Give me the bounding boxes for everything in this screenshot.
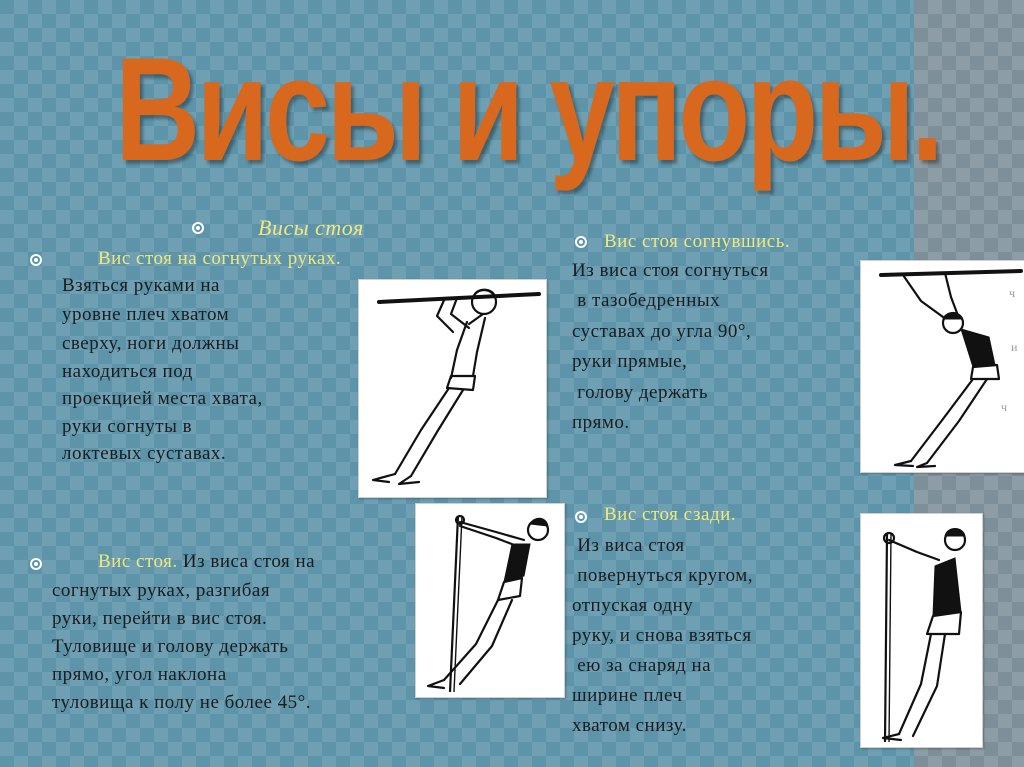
text-line: проекцией места хвата, (62, 388, 263, 409)
text-line: Из виса стоя (572, 535, 685, 556)
svg-text:ч: ч (1009, 286, 1016, 300)
text-line: прямо. (572, 412, 630, 433)
text-line: руки прямые, (572, 351, 688, 372)
section-heading-stand: Вис стоя. (98, 551, 178, 572)
text-line: Из виса стоя согнуться (572, 260, 769, 281)
text-line: отпуская одну (572, 595, 694, 616)
text-line: Туловище и голову держать (52, 636, 289, 657)
section-heading-bent-over: Вис стоя согнувшись. (604, 231, 791, 252)
text-line: ею за снаряд на (572, 655, 712, 676)
text-line: прямо, угол наклона (52, 664, 227, 685)
illustration-bent-arms-hang (358, 279, 547, 498)
text-line: сверху, ноги должны (62, 333, 240, 354)
text-line: руку, и снова взяться (572, 625, 752, 646)
stand-first-line (98, 547, 315, 577)
text-line: Взяться руками на (62, 275, 220, 296)
section-heading-bent-arms: Вис стоя на согнутых руках. (98, 248, 342, 269)
text-line: Из виса стоя на (177, 551, 316, 572)
text-line: голову держать (572, 382, 709, 403)
text-line: находиться под (62, 361, 193, 382)
illustration-stand-hang (415, 503, 565, 698)
illustration-bent-over-hang (860, 260, 1024, 473)
text-line: руки согнуты в (62, 416, 193, 437)
text-line: уровне плеч хватом (62, 304, 230, 325)
text-line: согнутых руках, разгибая (52, 580, 271, 601)
text-line: локтевых суставах. (62, 443, 227, 464)
text-line: туловища к полу не более 45°. (52, 692, 311, 713)
svg-text:и: и (1011, 340, 1018, 354)
bullet-icon (30, 558, 42, 570)
illustration-behind-hang (860, 513, 983, 748)
text-line: суставах до угла 90°, (572, 321, 752, 342)
bullet-icon (192, 222, 204, 234)
bullet-icon (575, 236, 587, 248)
text-line: в тазобедренных (572, 290, 721, 311)
section-heading-stand-hangs: Висы стоя (258, 215, 364, 240)
text-line: повернуться кругом, (572, 565, 753, 586)
page-title: Висы и упоры. (115, 27, 940, 193)
text-line: руки, перейти в вис стоя. (52, 608, 268, 629)
text-line: хватом снизу. (572, 715, 687, 736)
text-line: ширине плеч (572, 685, 683, 706)
svg-text:ч: ч (1001, 400, 1008, 414)
section-heading-behind: Вис стоя сзади. (604, 504, 737, 525)
bullet-icon (30, 254, 42, 266)
bullet-icon (575, 511, 587, 523)
